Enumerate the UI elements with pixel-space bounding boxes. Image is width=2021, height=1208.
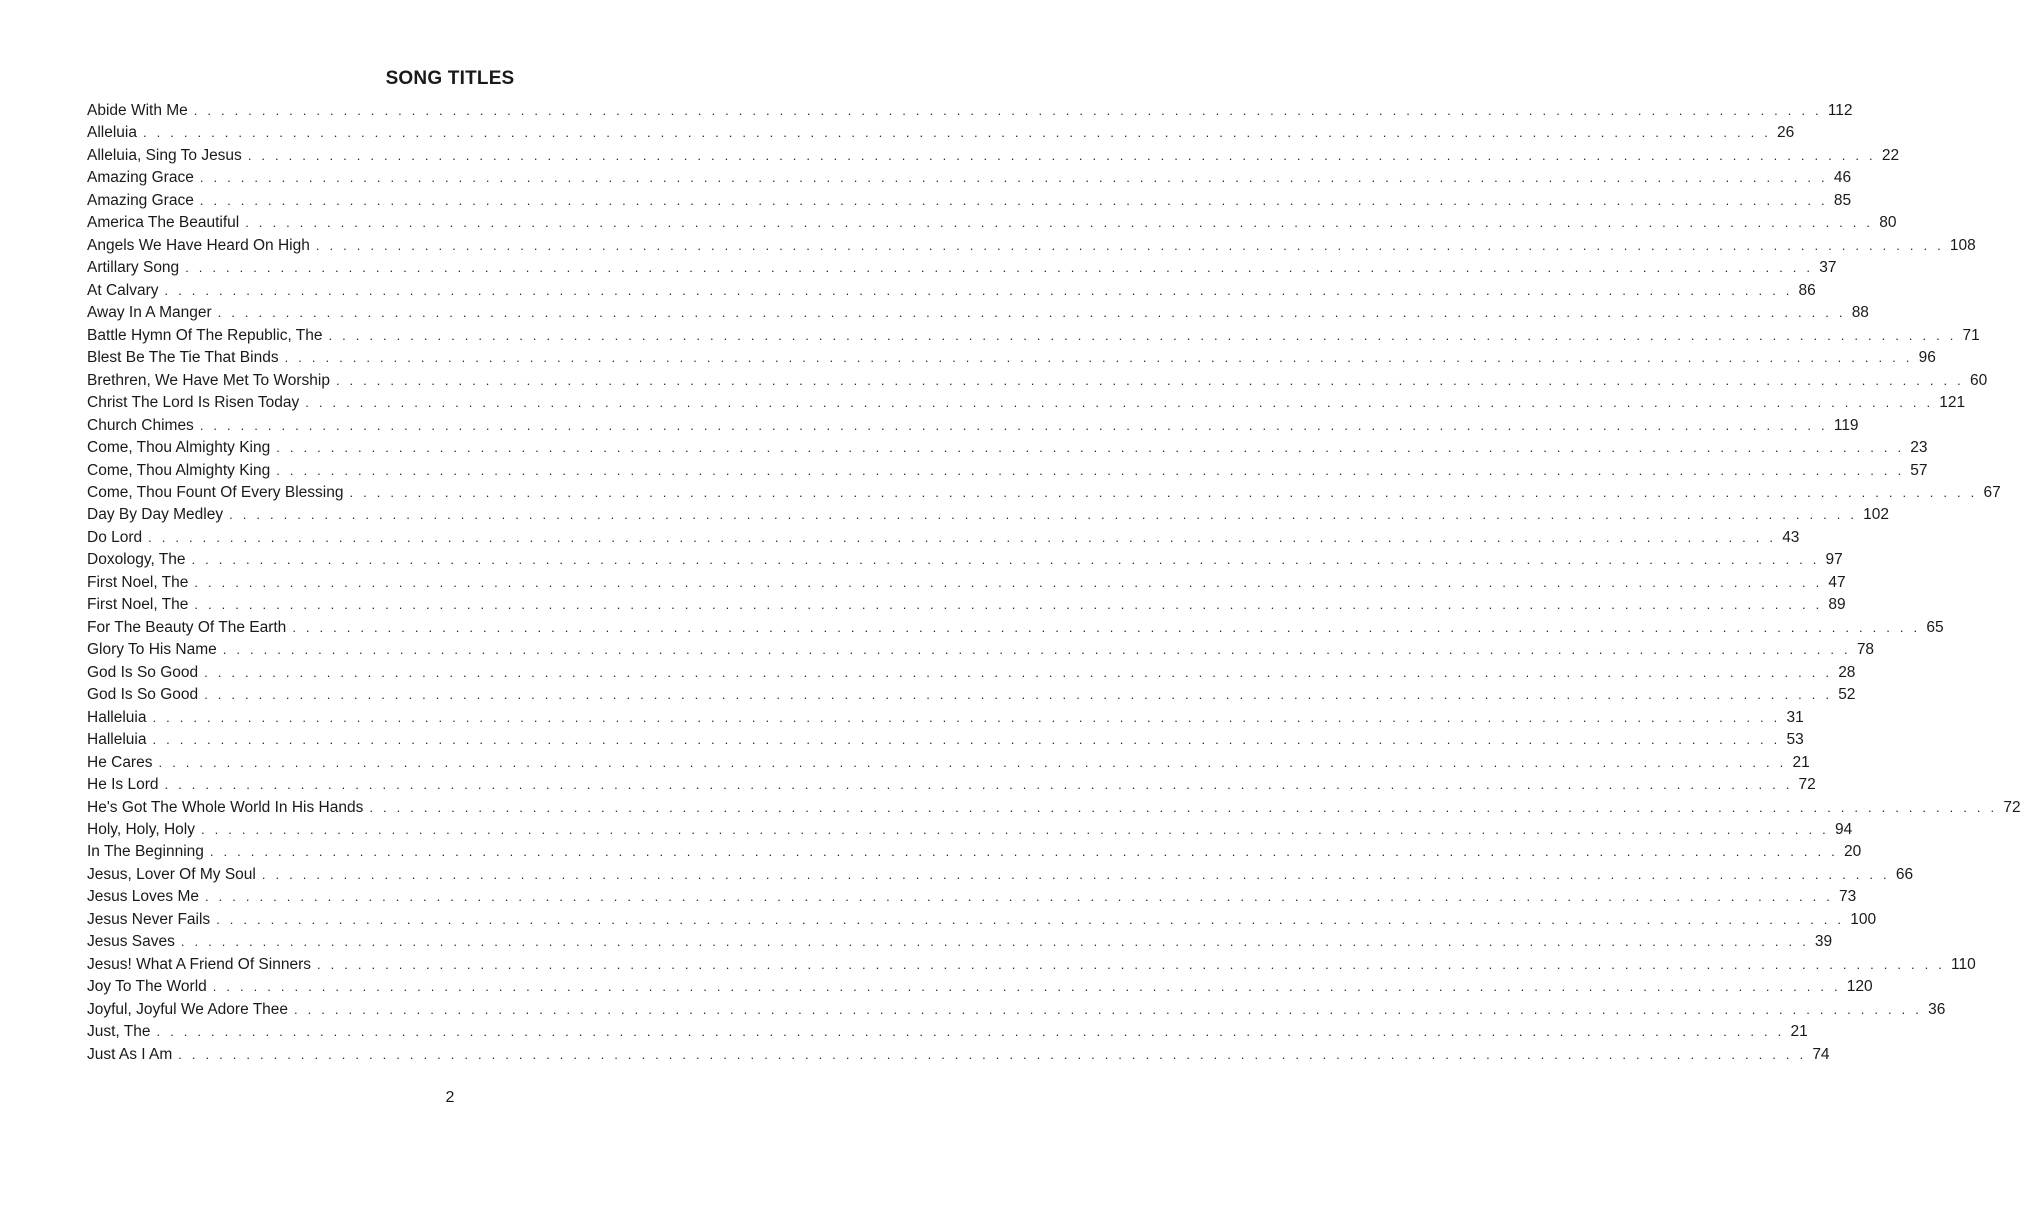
- song-page-number: 120: [1846, 978, 1873, 996]
- dot-leader: . . . . . . . . . . . . . . . . . . . . . . . . . . . . . . . . . . . . . . . . . . . . . . . . . . . . . . . . . . . . . . . . . . . . . . . . . . . . . . . . . . . . . . . . . . . . . . . . . . . . . . . . . . . . . . . . . . . . . . . .: [180, 934, 1809, 950]
- dot-leader: . . . . . . . . . . . . . . . . . . . . . . . . . . . . . . . . . . . . . . . . . . . . . . . . . . . . . . . . . . . . . . . . . . . . . . . . . . . . . . . . . . . . . . . . . . . . . . . . . . . . . . . . . . . . . . . . . . . . . . . .: [156, 1024, 1785, 1040]
- song-entry: [87, 167, 1852, 189]
- song-entry: [87, 976, 1873, 998]
- song-title: God Is So Good: [87, 663, 199, 681]
- song-title: Jesus! What A Friend Of Sinners: [87, 955, 311, 973]
- song-entry: [87, 549, 1843, 571]
- song-entry: [87, 100, 1853, 122]
- song-title: At Calvary: [87, 281, 159, 299]
- song-page-number: 23: [1910, 439, 1928, 457]
- song-page-number: 74: [1812, 1045, 1830, 1063]
- dot-leader: . . . . . . . . . . . . . . . . . . . . . . . . . . . . . . . . . . . . . . . . . . . . . . . . . . . . . . . . . . . . . . . . . . . . . . . . . . . . . . . . . . . . . . . . . . . . . . . . . . . . . . . . . . . . . . . . . . . . . . . .: [199, 170, 1828, 186]
- song-page-number: 53: [1786, 731, 1804, 749]
- song-entry: [87, 235, 1976, 257]
- song-title: Holy, Holy, Holy: [87, 821, 195, 838]
- song-title: He Cares: [87, 753, 153, 771]
- song-title: Jesus Saves: [87, 933, 175, 951]
- dot-leader: . . . . . . . . . . . . . . . . . . . . . . . . . . . . . . . . . . . . . . . . . . . . . . . . . . . . . . . . . . . . . . . . . . . . . . . . . . . . . . . . . . . . . . . . . . . . . . . . . . . . . . . . . . . . . . . . . . . . . . . .: [212, 979, 1841, 995]
- song-entry: [87, 504, 1890, 526]
- song-title: Come, Thou Almighty King: [87, 439, 271, 457]
- song-page-number: 78: [1856, 641, 1875, 659]
- song-page-number: 20: [1843, 843, 1862, 861]
- song-index-list: [87, 100, 2021, 1066]
- dot-leader: . . . . . . . . . . . . . . . . . . . . . . . . . . . . . . . . . . . . . . . . . . . . . . . . . . . . . . . . . . . . . . . . . . . . . . . . . . . . . . . . . . . . . . . . . . . . . . . . . . . . . . . . . . . . . . . . . . . . . . . .: [164, 777, 1793, 793]
- song-entry: [87, 594, 1846, 616]
- song-entry: [87, 302, 1869, 324]
- song-page-number: 65: [1926, 618, 1944, 636]
- song-entry: [87, 257, 1837, 279]
- song-page-number: 86: [1798, 281, 1816, 299]
- song-page-number: 89: [1828, 596, 1846, 614]
- song-entry: [87, 392, 1966, 414]
- page-number: 2: [445, 1089, 455, 1106]
- song-title: Come, Thou Fount Of Every Blessing: [87, 483, 344, 501]
- song-title: Jesus, Lover Of My Soul: [87, 865, 256, 883]
- song-entry: [87, 527, 1800, 549]
- song-page-number: 57: [1910, 461, 1928, 479]
- song-title: Alleluia: [87, 124, 137, 142]
- song-page-number: 96: [1918, 349, 1936, 367]
- song-entry: [87, 707, 1804, 729]
- dot-leader: . . . . . . . . . . . . . . . . . . . . . . . . . . . . . . . . . . . . . . . . . . . . . . . . . . . . . . . . . . . . . . . . . . . . . . . . . . . . . . . . . . . . . . . . . . . . . . . . . . . . . . . . . . . . . . . . . . . . . . . .: [204, 664, 1833, 680]
- song-page-number: 37: [1819, 259, 1837, 277]
- song-title: Just As I Am: [87, 1045, 173, 1063]
- song-page-number: 88: [1851, 304, 1869, 322]
- page-title: SONG TITLES: [385, 68, 515, 89]
- dot-leader: . . . . . . . . . . . . . . . . . . . . . . . . . . . . . . . . . . . . . . . . . . . . . . . . . . . . . . . . . . . . . . . . . . . . . . . . . . . . . . . . . . . . . . . . . . . . . . . . . . . . . . . . . . . . . . . . . . . . . . . .: [216, 911, 1845, 927]
- song-title: Joy To The World: [87, 978, 207, 996]
- dot-leader: . . . . . . . . . . . . . . . . . . . . . . . . . . . . . . . . . . . . . . . . . . . . . . . . . . . . . . . . . . . . . . . . . . . . . . . . . . . . . . . . . . . . . . . . . . . . . . . . . . . . . . . . . . . . . . . . . . . . . . . .: [199, 192, 1828, 208]
- dot-leader: . . . . . . . . . . . . . . . . . . . . . . . . . . . . . . . . . . . . . . . . . . . . . . . . . . . . . . . . . . . . . . . . . . . . . . . . . . . . . . . . . . . . . . . . . . . . . . . . . . . . . . . . . . . . . . . . . . . . . . . .: [152, 709, 1781, 725]
- dot-leader: . . . . . . . . . . . . . . . . . . . . . . . . . . . . . . . . . . . . . . . . . . . . . . . . . . . . . . . . . . . . . . . . . . . . . . . . . . . . . . . . . . . . . . . . . . . . . . . . . . . . . . . . . . . . . . . . . . . . . . . .: [194, 597, 1823, 613]
- song-entry: [87, 145, 1900, 167]
- song-entry: [87, 752, 1810, 774]
- song-entry: [87, 482, 2001, 504]
- song-title: Alleluia, Sing To Jesus: [87, 146, 242, 164]
- song-page-number: 47: [1828, 573, 1846, 591]
- song-page-number: 43: [1782, 528, 1800, 546]
- song-page-number: 85: [1833, 191, 1852, 209]
- song-title: First Noel, The: [87, 596, 189, 614]
- song-page-number: 26: [1777, 124, 1795, 142]
- dot-leader: . . . . . . . . . . . . . . . . . . . . . . . . . . . . . . . . . . . . . . . . . . . . . . . . . . . . . . . . . . . . . . . . . . . . . . . . . . . . . . . . . . . . . . . . . . . . . . . . . . . . . . . . . . . . . . . . . . . . . . . .: [209, 844, 1838, 860]
- song-page-number: 73: [1839, 888, 1857, 906]
- dot-leader: . . . . . . . . . . . . . . . . . . . . . . . . . . . . . . . . . . . . . . . . . . . . . . . . . . . . . . . . . . . . . . . . . . . . . . . . . . . . . . . . . . . . . . . . . . . . . . . . . . . . . . . . . . . . . . . . . . . . . . . .: [178, 1046, 1807, 1062]
- dot-leader: . . . . . . . . . . . . . . . . . . . . . . . . . . . . . . . . . . . . . . . . . . . . . . . . . . . . . . . . . . . . . . . . . . . . . . . . . . . . . . . . . . . . . . . . . . . . . . . . . . . . . . . . . . . . . . . . . . . . . . . .: [158, 754, 1787, 770]
- song-page-number: 39: [1814, 933, 1833, 951]
- dot-leader: . . . . . . . . . . . . . . . . . . . . . . . . . . . . . . . . . . . . . . . . . . . . . . . . . . . . . . . . . . . . . . . . . . . . . . . . . . . . . . . . . . . . . . . . . . . . . . . . . . . . . . . . . . . . . . . . . . . . . . . .: [191, 552, 1820, 568]
- song-entry: [87, 886, 1857, 908]
- song-page-number: 102: [1863, 506, 1890, 524]
- dot-leader: . . . . . . . . . . . . . . . . . . . . . . . . . . . . . . . . . . . . . . . . . . . . . . . . . . . . . . . . . . . . . . . . . . . . . . . . . . . . . . . . . . . . . . . . . . . . . . . . . . . . . . . . . . . . . . . . . . . . . . . .: [305, 395, 1934, 411]
- dot-leader: . . . . . . . . . . . . . . . . . . . . . . . . . . . . . . . . . . . . . . . . . . . . . . . . . . . . . . . . . . . . . . . . . . . . . . . . . . . . . . . . . . . . . . . . . . . . . . . . . . . . . . . . . . . . . . . . . . . . . . . .: [349, 484, 1978, 500]
- song-title: Jesus Never Fails: [87, 910, 211, 928]
- song-page-number: 100: [1850, 910, 1877, 928]
- song-page-number: 119: [1833, 416, 1859, 434]
- song-entry: [87, 954, 1976, 976]
- song-entry: [87, 774, 1816, 796]
- song-title: First Noel, The: [87, 573, 189, 591]
- song-page-number: 22: [1881, 146, 1900, 164]
- dot-leader: . . . . . . . . . . . . . . . . . . . . . . . . . . . . . . . . . . . . . . . . . . . . . . . . . . . . . . . . . . . . . . . . . . . . . . . . . . . . . . . . . . . . . . . . . . . . . . . . . . . . . . . . . . . . . . . . . . . . . . . .: [317, 956, 1946, 972]
- song-title: Christ The Lord Is Risen Today: [87, 394, 300, 412]
- song-title: Blest Be The Tie That Binds: [87, 349, 279, 367]
- song-title: God Is So Good: [87, 686, 199, 704]
- song-entry: [87, 841, 1862, 863]
- dot-leader: . . . . . . . . . . . . . . . . . . . . . . . . . . . . . . . . . . . . . . . . . . . . . . . . . . . . . . . . . . . . . . . . . . . . . . . . . . . . . . . . . . . . . . . . . . . . . . . . . . . . . . . . . . . . . . . . . . . . . . . .: [193, 103, 1822, 118]
- song-entry: [87, 639, 1875, 661]
- dot-leader: . . . . . . . . . . . . . . . . . . . . . . . . . . . . . . . . . . . . . . . . . . . . . . . . . . . . . . . . . . . . . . . . . . . . . . . . . . . . . . . . . . . . . . . . . . . . . . . . . . . . . . . . . . . . . . . . . . . . . . . .: [292, 619, 1921, 635]
- song-entry: [87, 931, 1833, 953]
- dot-leader: . . . . . . . . . . . . . . . . . . . . . . . . . . . . . . . . . . . . . . . . . . . . . . . . . . . . . . . . . . . . . . . . . . . . . . . . . . . . . . . . . . . . . . . . . . . . . . . . . . . . . . . . . . . . . . . . . . . . . . . .: [222, 642, 1851, 658]
- song-title: Day By Day Medley: [87, 506, 224, 524]
- song-entry: [87, 212, 1897, 234]
- song-page-number: 80: [1879, 214, 1897, 232]
- song-entry: [87, 864, 1914, 886]
- dot-leader: . . . . . . . . . . . . . . . . . . . . . . . . . . . . . . . . . . . . . . . . . . . . . . . . . . . . . . . . . . . . . . . . . . . . . . . . . . . . . . . . . . . . . . . . . . . . . . . . . . . . . . . . . . . . . . . . . . . . . . . .: [148, 529, 1777, 545]
- song-entry: [87, 999, 1946, 1021]
- dot-leader: . . . . . . . . . . . . . . . . . . . . . . . . . . . . . . . . . . . . . . . . . . . . . . . . . . . . . . . . . . . . . . . . . . . . . . . . . . . . . . . . . . . . . . . . . . . . . . . . . . . . . . . . . . . . . . . . . . . . . . . .: [142, 125, 1772, 141]
- dot-leader: . . . . . . . . . . . . . . . . . . . . . . . . . . . . . . . . . . . . . . . . . . . . . . . . . . . . . . . . . . . . . . . . . . . . . . . . . . . . . . . . . . . . . . . . . . . . . . . . . . . . . . . . . . . . . . . . . . . . . . . .: [294, 1001, 1923, 1017]
- song-page-number: 121: [1939, 394, 1966, 412]
- song-entry: [87, 662, 1856, 684]
- song-title: Glory To His Name: [87, 641, 217, 659]
- song-entry: [87, 617, 1944, 639]
- song-entry: [87, 190, 1852, 212]
- song-page-number: 108: [1949, 236, 1976, 254]
- song-page-number: 97: [1825, 551, 1843, 569]
- song-title: Halleluia: [87, 708, 147, 726]
- song-page-number: 94: [1834, 821, 1853, 838]
- song-title: America The Beautiful: [87, 214, 240, 232]
- dot-leader: . . . . . . . . . . . . . . . . . . . . . . . . . . . . . . . . . . . . . . . . . . . . . . . . . . . . . . . . . . . . . . . . . . . . . . . . . . . . . . . . . . . . . . . . . . . . . . . . . . . . . . . . . . . . . . . . . . . . . . . .: [261, 866, 1890, 882]
- dot-leader: . . . . . . . . . . . . . . . . . . . . . . . . . . . . . . . . . . . . . . . . . . . . . . . . . . . . . . . . . . . . . . . . . . . . . . . . . . . . . . . . . . . . . . . . . . . . . . . . . . . . . . . . . . . . . . . . . . . . . . . .: [276, 462, 1905, 478]
- song-title: Do Lord: [87, 528, 143, 546]
- dot-leader: . . . . . . . . . . . . . . . . . . . . . . . . . . . . . . . . . . . . . . . . . . . . . . . . . . . . . . . . . . . . . . . . . . . . . . . . . . . . . . . . . . . . . . . . . . . . . . . . . . . . . . . . . . . . . . . . . . . . . . . .: [200, 822, 1829, 837]
- song-title: Come, Thou Almighty King: [87, 461, 271, 479]
- song-title: Halleluia: [87, 731, 147, 749]
- dot-leader: . . . . . . . . . . . . . . . . . . . . . . . . . . . . . . . . . . . . . . . . . . . . . . . . . . . . . . . . . . . . . . . . . . . . . . . . . . . . . . . . . . . . . . . . . . . . . . . . . . . . . . . . . . . . . . . . . . . . . . . .: [229, 507, 1858, 523]
- song-title: For The Beauty Of The Earth: [87, 618, 287, 636]
- dot-leader: . . . . . . . . . . . . . . . . . . . . . . . . . . . . . . . . . . . . . . . . . . . . . . . . . . . . . . . . . . . . . . . . . . . . . . . . . . . . . . . . . . . . . . . . . . . . . . . . . . . . . . . . . . . . . . . . . . . . . . . .: [217, 305, 1846, 321]
- dot-leader: . . . . . . . . . . . . . . . . . . . . . . . . . . . . . . . . . . . . . . . . . . . . . . . . . . . . . . . . . . . . . . . . . . . . . . . . . . . . . . . . . . . . . . . . . . . . . . . . . . . . . . . . . . . . . . . . . . . . . . . .: [284, 350, 1913, 366]
- song-entry: [87, 797, 2021, 819]
- song-title: Jesus Loves Me: [87, 888, 199, 906]
- dot-leader: . . . . . . . . . . . . . . . . . . . . . . . . . . . . . . . . . . . . . . . . . . . . . . . . . . . . . . . . . . . . . . . . . . . . . . . . . . . . . . . . . . . . . . . . . . . . . . . . . . . . . . . . . . . . . . . . . . . . . . . .: [205, 889, 1834, 905]
- song-page-number: 112: [1827, 102, 1853, 119]
- dot-leader: . . . . . . . . . . . . . . . . . . . . . . . . . . . . . . . . . . . . . . . . . . . . . . . . . . . . . . . . . . . . . . . . . . . . . . . . . . . . . . . . . . . . . . . . . . . . . . . . . . . . . . . . . . . . . . . . . . . . . . . .: [164, 282, 1793, 298]
- song-title: Amazing Grace: [87, 191, 194, 209]
- song-entry: [87, 572, 1846, 594]
- song-entry: [87, 729, 1804, 751]
- song-page-number: 46: [1833, 169, 1852, 187]
- song-page-number: 31: [1786, 708, 1804, 726]
- dot-leader: . . . . . . . . . . . . . . . . . . . . . . . . . . . . . . . . . . . . . . . . . . . . . . . . . . . . . . . . . . . . . . . . . . . . . . . . . . . . . . . . . . . . . . . . . . . . . . . . . . . . . . . . . . . . . . . . . . . . . . . .: [199, 417, 1828, 433]
- song-title: Angels We Have Heard On High: [87, 236, 310, 254]
- dot-leader: . . . . . . . . . . . . . . . . . . . . . . . . . . . . . . . . . . . . . . . . . . . . . . . . . . . . . . . . . . . . . . . . . . . . . . . . . . . . . . . . . . . . . . . . . . . . . . . . . . . . . . . . . . . . . . . . . . . . . . . .: [204, 687, 1833, 703]
- song-title: Just, The: [87, 1023, 151, 1041]
- dot-leader: . . . . . . . . . . . . . . . . . . . . . . . . . . . . . . . . . . . . . . . . . . . . . . . . . . . . . . . . . . . . . . . . . . . . . . . . . . . . . . . . . . . . . . . . . . . . . . . . . . . . . . . . . . . . . . . . . . . . . . . .: [335, 372, 1964, 388]
- dot-leader: . . . . . . . . . . . . . . . . . . . . . . . . . . . . . . . . . . . . . . . . . . . . . . . . . . . . . . . . . . . . . . . . . . . . . . . . . . . . . . . . . . . . . . . . . . . . . . . . . . . . . . . . . . . . . . . . . . . . . . . .: [328, 327, 1957, 343]
- song-entry: [87, 1044, 1830, 1066]
- song-page-number: 28: [1838, 663, 1856, 681]
- song-page-number: 66: [1895, 865, 1914, 883]
- song-entry: [87, 460, 1928, 482]
- dot-leader: . . . . . . . . . . . . . . . . . . . . . . . . . . . . . . . . . . . . . . . . . . . . . . . . . . . . . . . . . . . . . . . . . . . . . . . . . . . . . . . . . . . . . . . . . . . . . . . . . . . . . . . . . . . . . . . . . . . . . . . .: [369, 799, 1998, 815]
- song-title: Joyful, Joyful We Adore Thee: [87, 1000, 289, 1018]
- song-entry: [87, 909, 1877, 931]
- song-title: Doxology, The: [87, 551, 186, 569]
- song-entry: [87, 370, 1988, 392]
- song-title: Artillary Song: [87, 259, 180, 277]
- dot-leader: . . . . . . . . . . . . . . . . . . . . . . . . . . . . . . . . . . . . . . . . . . . . . . . . . . . . . . . . . . . . . . . . . . . . . . . . . . . . . . . . . . . . . . . . . . . . . . . . . . . . . . . . . . . . . . . . . . . . . . . .: [276, 440, 1905, 456]
- song-title: He's Got The Whole World In His Hands: [87, 798, 364, 816]
- song-title: He Is Lord: [87, 776, 159, 794]
- dot-leader: . . . . . . . . . . . . . . . . . . . . . . . . . . . . . . . . . . . . . . . . . . . . . . . . . . . . . . . . . . . . . . . . . . . . . . . . . . . . . . . . . . . . . . . . . . . . . . . . . . . . . . . . . . . . . . . . . . . . . . . .: [185, 260, 1814, 276]
- song-title: Battle Hymn Of The Republic, The: [87, 326, 323, 344]
- song-page-number: 110: [1951, 955, 1976, 973]
- song-entry: [87, 325, 1980, 347]
- song-title: Church Chimes: [87, 416, 194, 434]
- dot-leader: . . . . . . . . . . . . . . . . . . . . . . . . . . . . . . . . . . . . . . . . . . . . . . . . . . . . . . . . . . . . . . . . . . . . . . . . . . . . . . . . . . . . . . . . . . . . . . . . . . . . . . . . . . . . . . . . . . . . . . . .: [315, 237, 1944, 253]
- song-page-number: 52: [1838, 686, 1856, 704]
- song-page-number: 21: [1790, 1023, 1808, 1041]
- dot-leader: . . . . . . . . . . . . . . . . . . . . . . . . . . . . . . . . . . . . . . . . . . . . . . . . . . . . . . . . . . . . . . . . . . . . . . . . . . . . . . . . . . . . . . . . . . . . . . . . . . . . . . . . . . . . . . . . . . . . . . . .: [247, 147, 1876, 163]
- song-page-number: 21: [1792, 753, 1810, 771]
- song-title: In The Beginning: [87, 843, 204, 861]
- song-title: Abide With Me: [87, 102, 188, 119]
- song-page-number: 72: [2003, 798, 2021, 816]
- song-page-number: 72: [1798, 776, 1816, 794]
- dot-leader: . . . . . . . . . . . . . . . . . . . . . . . . . . . . . . . . . . . . . . . . . . . . . . . . . . . . . . . . . . . . . . . . . . . . . . . . . . . . . . . . . . . . . . . . . . . . . . . . . . . . . . . . . . . . . . . . . . . . . . . .: [194, 574, 1823, 590]
- song-entry: [87, 347, 1936, 369]
- song-title: Away In A Manger: [87, 304, 212, 322]
- song-entry: [87, 415, 1859, 437]
- song-page-number: 60: [1969, 371, 1988, 389]
- song-entry: [87, 819, 1853, 841]
- song-page-number: 71: [1962, 326, 1980, 344]
- song-entry: [87, 684, 1856, 706]
- song-entry: [87, 437, 1928, 459]
- song-entry: [87, 122, 1795, 144]
- song-page-number: 67: [1983, 483, 2001, 501]
- dot-leader: . . . . . . . . . . . . . . . . . . . . . . . . . . . . . . . . . . . . . . . . . . . . . . . . . . . . . . . . . . . . . . . . . . . . . . . . . . . . . . . . . . . . . . . . . . . . . . . . . . . . . . . . . . . . . . . . . . . . . . . .: [152, 732, 1781, 748]
- dot-leader: . . . . . . . . . . . . . . . . . . . . . . . . . . . . . . . . . . . . . . . . . . . . . . . . . . . . . . . . . . . . . . . . . . . . . . . . . . . . . . . . . . . . . . . . . . . . . . . . . . . . . . . . . . . . . . . . . . . . . . . .: [245, 215, 1874, 231]
- song-entry: [87, 1021, 1808, 1043]
- song-title: Amazing Grace: [87, 169, 194, 187]
- song-page-number: 36: [1928, 1000, 1946, 1018]
- song-title: Brethren, We Have Met To Worship: [87, 371, 330, 389]
- song-entry: [87, 280, 1816, 302]
